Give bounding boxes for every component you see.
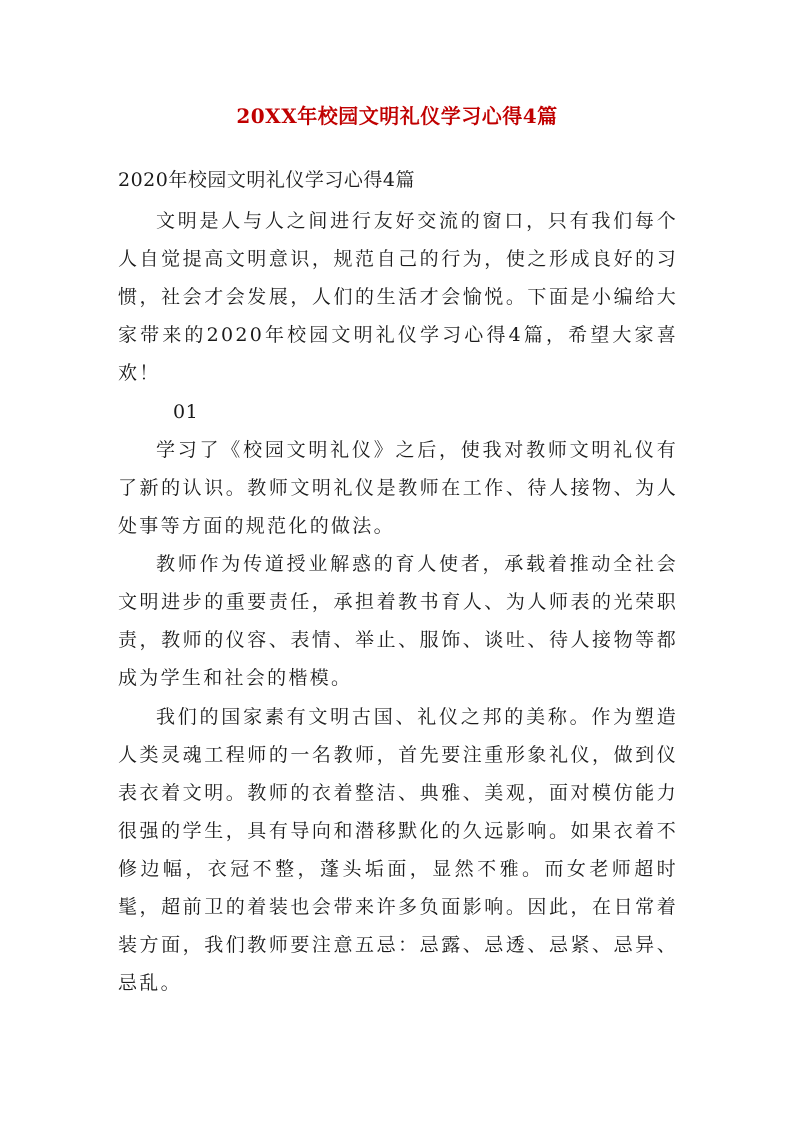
document-body (118, 202, 678, 1002)
document-subtitle: 2020年校园文明礼仪学习心得4篇 (118, 169, 415, 191)
document-title: 20XX年校园文明礼仪学习心得4篇 (236, 104, 558, 128)
paragraph: 教师作为传道授业解惑的育人使者，承载着推动全社会文明进步的重要责任，承担着教书育人、为人师表的光荣职责，教师的仪容、表情、举止、服饰、谈吐、待人接物等都成为学生和社会的楷模。 (118, 553, 678, 690)
paragraph: 学习了《校园文明礼仪》之后，使我对教师文明礼仪有了新的认识。教师文明礼仪是教师在工作、待人接物、为人处事等方面的规范化的做法。 (118, 438, 678, 537)
section-number: 01 (173, 400, 199, 423)
paragraph-intro: 文明是人与人之间进行友好交流的窗口，只有我们每个人自觉提高文明意识，规范自己的行为，使之形成良好的习惯，社会才会发展，人们的生活才会愉悦。下面是小编给大家带来的2020年校园文明礼仪学习心得4篇，希望大家喜欢！ (118, 210, 678, 385)
paragraph: 我们的国家素有文明古国、礼仪之邦的美称。作为塑造人类灵魂工程师的一名教师，首先要注重形象礼仪，做到仪表衣着文明。教师的衣着整洁、典雅、美观，面对模仿能力很强的学生，具有导向和潜移默化的久远影响。如果衣着不修边幅，衣冠不整，蓬头垢面，显然不雅。而女老师超时髦，超前卫的着装也会带来许多负面影响。因此，在日常着装方面，我们教师要注意五忌：忌露、忌透、忌紧、忌异、忌乱。 (118, 705, 678, 995)
